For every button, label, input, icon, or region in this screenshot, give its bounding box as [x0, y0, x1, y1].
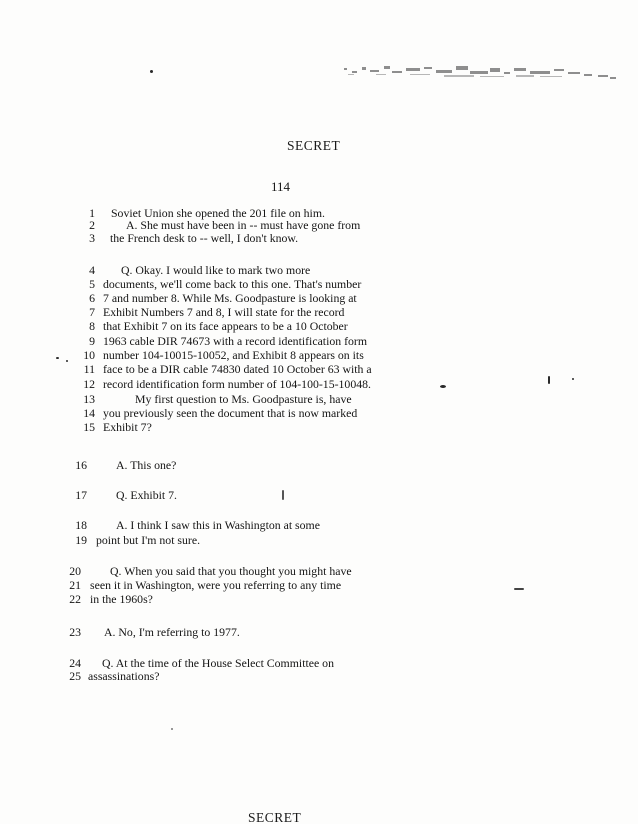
line-text: seen it in Washington, were you referring to any time [90, 578, 342, 592]
line-text: Q. Okay. I would like to mark two more [121, 263, 311, 277]
line-number: 2 [89, 218, 95, 232]
line-text: Q. At the time of the House Select Committee on [102, 656, 334, 670]
line-number: 12 [83, 377, 95, 391]
line-number: 3 [89, 231, 95, 245]
line-text: 7 and number 8. While Ms. Goodpasture is looking at [103, 291, 357, 305]
line-text: assassinations? [88, 669, 160, 683]
line-number: 19 [75, 533, 87, 547]
line-number: 21 [69, 578, 81, 592]
line-text: face to be a DIR cable 74830 dated 10 October 63 with a [103, 362, 372, 376]
classification-header: SECRET [287, 138, 341, 153]
line-text: 1963 cable DIR 74673 with a record identification form [103, 334, 368, 348]
line-number: 1 [89, 206, 95, 220]
line-text: the French desk to -- well, I don't know. [110, 231, 299, 245]
line-text: Exhibit 7? [103, 420, 152, 434]
line-number: 6 [89, 291, 95, 305]
line-text: A. No, I'm referring to 1977. [104, 625, 240, 639]
line-number: 23 [69, 625, 81, 639]
classification-footer: SECRET [248, 810, 302, 825]
line-text: documents, we'll come back to this one. That's number [103, 277, 362, 291]
line-text: record identification form number of 104-100-15-10048. [103, 377, 371, 391]
line-number: 9 [89, 334, 95, 348]
line-text: Q. Exhibit 7. [116, 488, 177, 502]
line-text: Exhibit Numbers 7 and 8, I will state for the record [103, 305, 345, 319]
line-number: 17 [75, 488, 87, 502]
line-number: 10 [83, 348, 95, 362]
line-text: number 104-10015-10052, and Exhibit 8 appears on its [103, 348, 364, 362]
line-number: 5 [89, 277, 95, 291]
line-text: you previously seen the document that is now marked [103, 406, 358, 420]
line-text: My first question to Ms. Goodpasture is, have [135, 392, 352, 406]
line-number: 18 [75, 518, 87, 532]
line-number: 8 [89, 319, 95, 333]
line-number: 24 [69, 656, 81, 670]
line-text: Q. When you said that you thought you might have [110, 564, 352, 578]
line-number: 22 [69, 592, 81, 606]
line-number: 14 [83, 406, 95, 420]
line-number: 15 [83, 420, 95, 434]
line-number: 7 [89, 305, 95, 319]
line-text: A. This one? [116, 458, 177, 472]
line-text: in the 1960s? [90, 592, 153, 606]
line-number: 20 [69, 564, 81, 578]
line-text: Soviet Union she opened the 201 file on him. [111, 206, 325, 220]
line-number: 4 [89, 263, 95, 277]
line-number: 11 [83, 362, 95, 376]
line-text: that Exhibit 7 on its face appears to be a 10 October [103, 319, 348, 333]
line-number: 16 [75, 458, 87, 472]
line-text: A. She must have been in -- must have gone from [126, 218, 361, 232]
page-number: 114 [271, 179, 291, 194]
line-number: 25 [69, 669, 81, 683]
line-number: 13 [83, 392, 95, 406]
line-text: A. I think I saw this in Washington at some [116, 518, 320, 532]
line-text: point but I'm not sure. [96, 533, 201, 547]
